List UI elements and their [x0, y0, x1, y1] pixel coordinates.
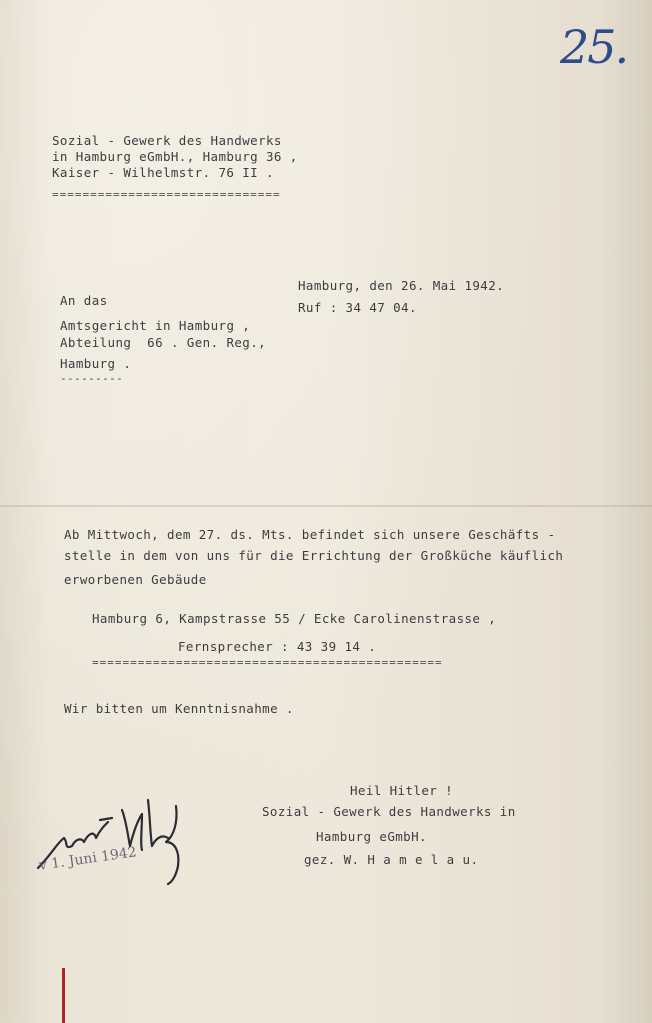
- closing-org: Sozial - Gewerk des Handwerks in: [262, 804, 516, 819]
- paper-fold: [0, 505, 652, 507]
- body-line-1: Ab Mittwoch, dem 27. ds. Mts. befindet sich unsere Geschäfts -: [64, 527, 556, 542]
- margin-red-mark: [62, 968, 65, 1023]
- recipient-line-1: An das: [60, 293, 108, 308]
- body-rule: ==============================================: [92, 656, 443, 669]
- recipient-line-4: Hamburg .: [60, 356, 132, 371]
- body-line-2: stelle in dem von uns für die Errichtung der Großküche käuflich: [64, 548, 564, 563]
- closing-org-2: Hamburg eGmbH.: [316, 829, 427, 844]
- folio-number: 25.: [560, 20, 628, 74]
- receipt-stamp: v 1. Juni 1942: [38, 844, 138, 874]
- handwritten-signature: [30, 780, 200, 890]
- request-line: Wir bitten um Kenntnisnahme .: [64, 701, 294, 716]
- new-address: Hamburg 6, Kampstrasse 55 / Ecke Carolinenstrasse ,: [92, 611, 497, 626]
- sender-rule: ==============================: [52, 188, 281, 201]
- recipient-line-3: Abteilung 66 . Gen. Reg.,: [60, 335, 267, 350]
- recipient-line-2: Amtsgericht in Hamburg ,: [60, 318, 251, 333]
- closing-greeting: Heil Hitler !: [350, 783, 454, 798]
- letter-date: Hamburg, den 26. Mai 1942.: [298, 278, 505, 293]
- body-line-3: erworbenen Gebäude: [64, 572, 207, 587]
- sender-line-2: in Hamburg eGmbH., Hamburg 36 ,: [52, 149, 298, 164]
- closing-signatory: gez. W. H a m e l a u.: [304, 852, 479, 867]
- sender-line-1: Sozial - Gewerk des Handwerks: [52, 133, 282, 148]
- recipient-rule: ---------: [60, 372, 124, 385]
- sender-line-3: Kaiser - Wilhelmstr. 76 II .: [52, 165, 274, 180]
- new-phone: Fernsprecher : 43 39 14 .: [178, 639, 377, 654]
- sender-phone: Ruf : 34 47 04.: [298, 300, 417, 315]
